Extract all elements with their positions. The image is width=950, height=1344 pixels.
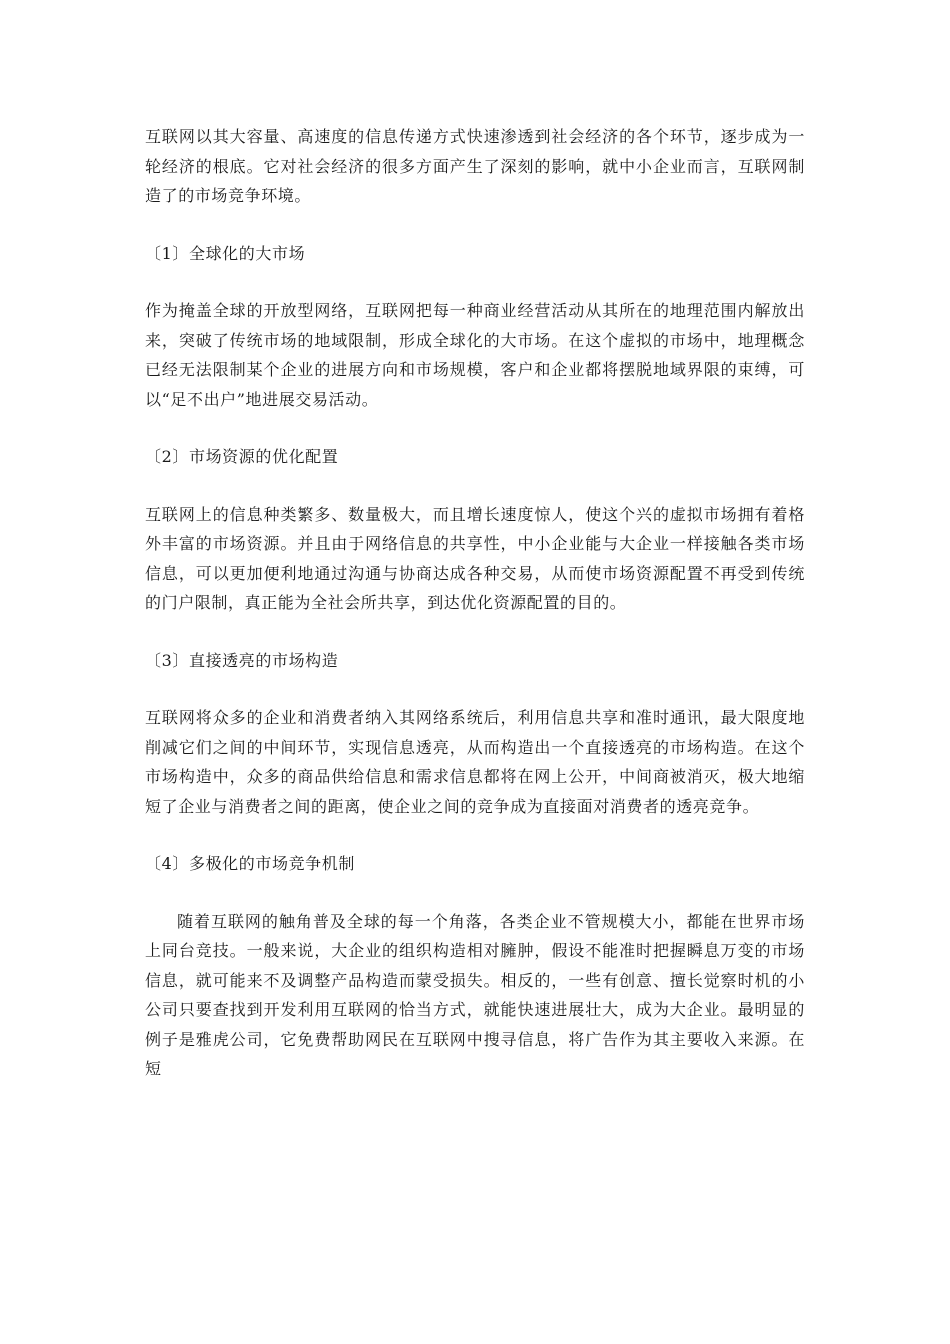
section-paragraph-4: 随着互联网的触角普及全球的每一个角落，各类企业不管规模大小，都能在世界市场上同台竞技。一般来说，大企业的组织构造相对臃肿，假设不能准时把握瞬息万变的市场信息，就可能来不及调整产品构造而蒙受损失。相反的，一些有创意、擅长觉察时机的小公司只要查找到开发利用互联网的恰当方式，就能快速进展壮大，成为大企业。最明显的例子是雅虎公司，它免费帮助网民在互联网中搜寻信息，将广告作为其主要收入来源。在短	[145, 911, 805, 1078]
intro-paragraph: 互联网以其大容量、高速度的信息传递方式快速渗透到社会经济的各个环节，逐步成为一轮经济的根底。它对社会经济的很多方面产生了深刻的影响，就中小企业而言，互联网制造了的市场竞争环境。	[145, 127, 805, 205]
section-heading-1: 〔1〕全球化的大市场	[145, 243, 306, 263]
section-heading-3: 〔3〕直接透亮的市场构造	[145, 650, 339, 670]
section-paragraph-3: 互联网将众多的企业和消费者纳入其网络系统后，利用信息共享和准时通讯，最大限度地削减它们之间的中间环节，实现信息透亮，从而构造出一个直接透亮的市场构造。在这个市场构造中，众多的商品供给信息和需求信息都将在网上公开，中间商被消灭，极大地缩短了企业与消费者之间的距离，使企业之间的竞争成为直接面对消费者的透亮竞争。	[145, 708, 805, 816]
section-heading-4: 〔4〕多极化的市场竞争机制	[145, 854, 355, 873]
section-heading-2: 〔2〕市场资源的优化配置	[145, 447, 339, 466]
section-paragraph-1: 作为掩盖全球的开放型网络，互联网把每一种商业经营活动从其所在的地理范围内解放出来，突破了传统市场的地域限制，形成全球化的大市场。在这个虚拟的市场中，地理概念已经无法限制某个企业的进展方向和市场规模，客户和企业都将摆脱地域界限的束缚，可以“足不出户”地进展交易活动。	[145, 301, 805, 409]
document-body	[145, 122, 805, 1112]
section-paragraph-2: 互联网上的信息种类繁多、数量极大，而且增长速度惊人，使这个兴的虚拟市场拥有着格外丰富的市场资源。并且由于网络信息的共享性，中小企业能与大企业一样接触各类市场信息，可以更加便利地通过沟通与协商达成各种交易，从而使市场资源配置不再受到传统的门户限制，真正能为全社会所共享，到达优化资源配置的目的。	[145, 504, 805, 612]
